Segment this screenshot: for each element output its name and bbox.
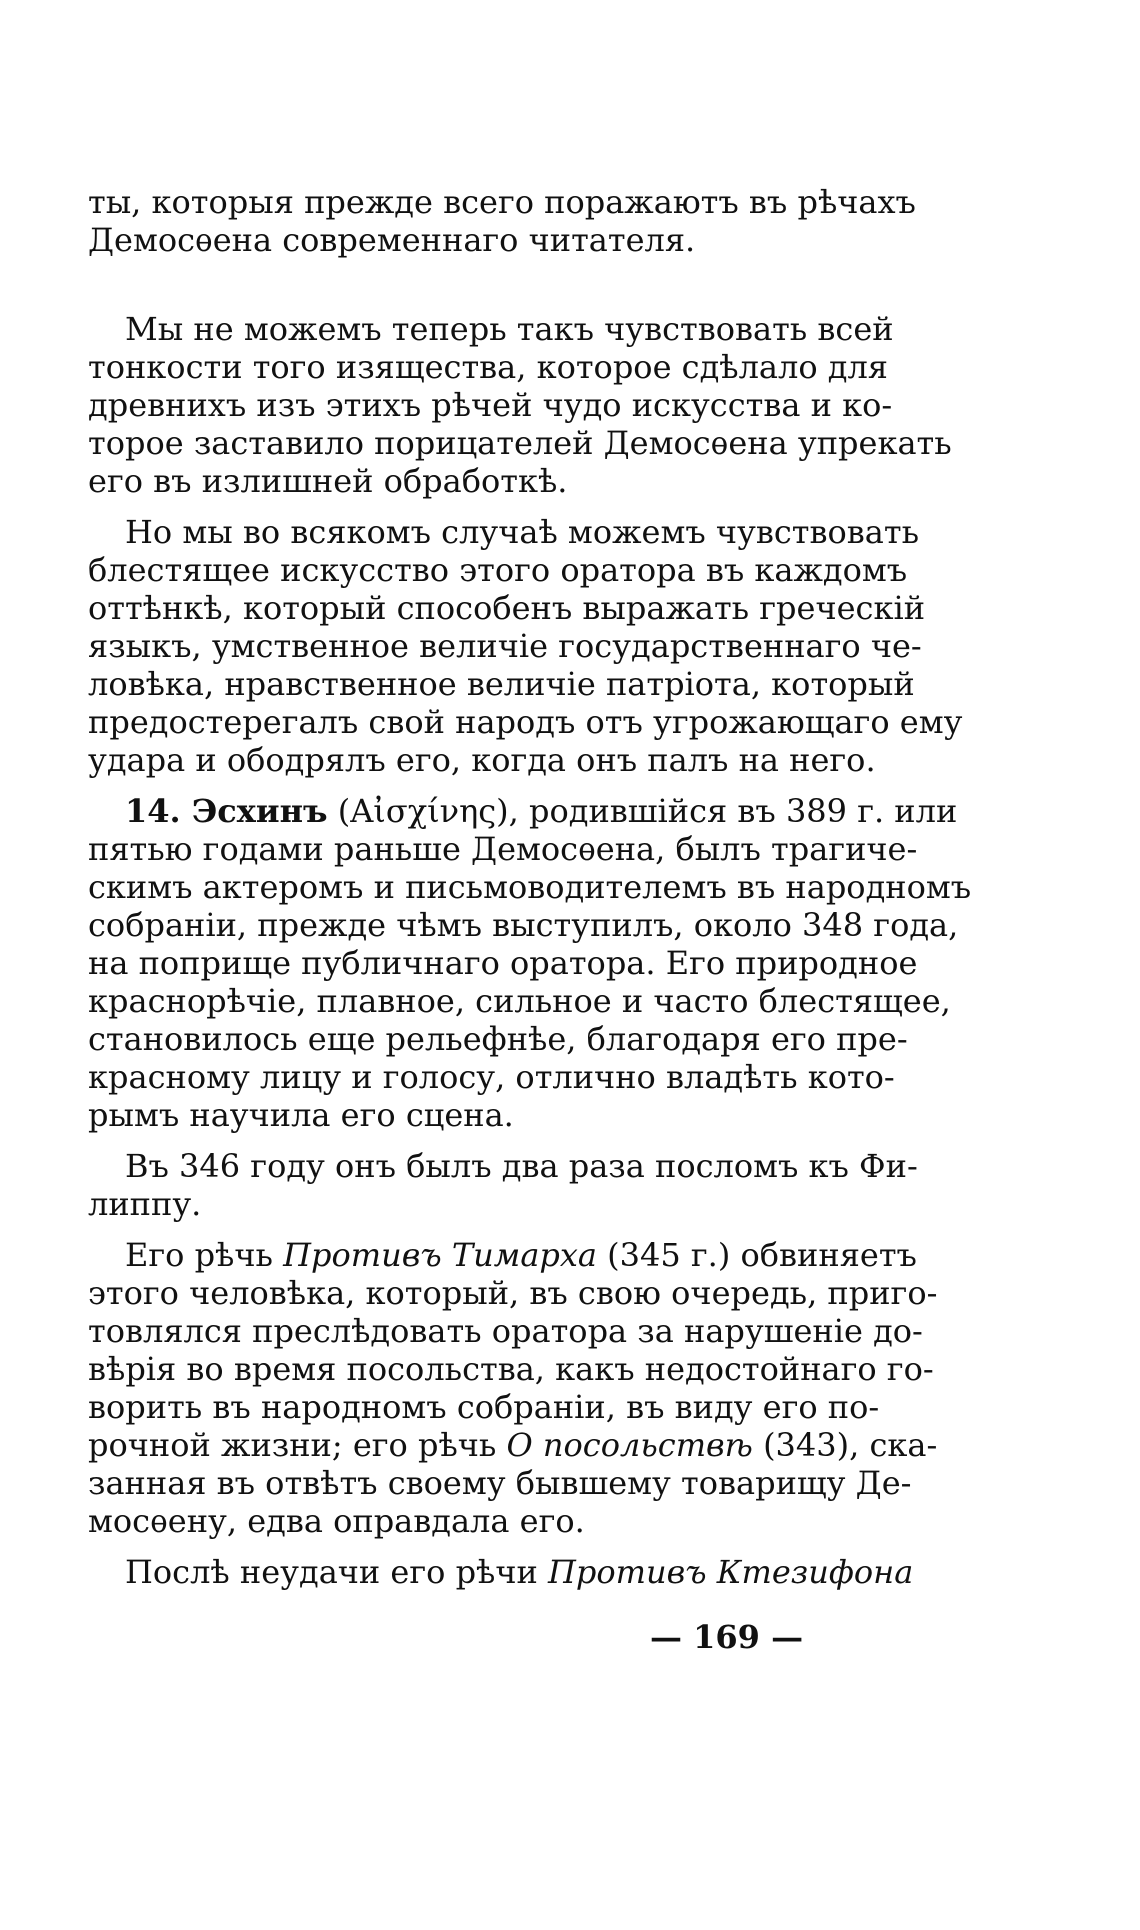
text-line: собраніи, прежде чѣмъ выступилъ, около 348 года, bbox=[88, 906, 959, 944]
text-line: пятью годами раньше Демосѳена, былъ трагиче- bbox=[88, 830, 918, 868]
text-line: ловѣка, нравственное величіе патріота, который bbox=[88, 665, 915, 703]
text-line: Демосѳена современнаго читателя. bbox=[88, 221, 696, 259]
text-line: на поприще публичнаго оратора. Его природное bbox=[88, 944, 918, 982]
text-line: блестящее искусство этого оратора въ каждомъ bbox=[88, 551, 908, 589]
text-line: языкъ, умственное величіе государственнаго че- bbox=[88, 627, 922, 665]
text-line: краснорѣчіе, плавное, сильное и часто блестящее, bbox=[88, 982, 951, 1020]
italic-title: О посольствѣ bbox=[506, 1426, 753, 1464]
text-line: Мы не можемъ теперь такъ чувствовать всей bbox=[125, 310, 894, 348]
section-heading-line: 14. Эсхинъ (Αἰσχίνης), родившійся въ 389 г. или bbox=[125, 792, 958, 830]
text-line: занная въ отвѣтъ своему бывшему товарищу Де- bbox=[88, 1464, 912, 1502]
text-line: липпу. bbox=[88, 1185, 202, 1223]
italic-title: Противъ Ктезифона bbox=[548, 1553, 914, 1591]
text-line: торое заставило порицателей Демосѳена упрекать bbox=[88, 424, 952, 462]
text-line: тонкости того изящества, которое сдѣлало для bbox=[88, 348, 888, 386]
text-line: оттѣнкѣ, который способенъ выражать греческій bbox=[88, 589, 926, 627]
text-line: Послѣ неудачи его рѣчи Противъ Ктезифона bbox=[125, 1553, 914, 1591]
text-line: рымъ научила его сцена. bbox=[88, 1096, 514, 1134]
text-line: Его рѣчь Противъ Тимарха (345 г.) обвиняетъ bbox=[125, 1236, 917, 1274]
text-line: вѣрія во время посольства, какъ недостойнаго го- bbox=[88, 1350, 934, 1388]
text-line: рочной жизни; его рѣчь О посольствѣ (343), ска- bbox=[88, 1426, 938, 1464]
text-line: Но мы во всякомъ случаѣ можемъ чувствовать bbox=[125, 513, 919, 551]
text-line: предостерегалъ свой народъ отъ угрожающаго ему bbox=[88, 703, 963, 741]
text-line: ворить въ народномъ собраніи, въ виду его по- bbox=[88, 1388, 880, 1426]
text-line: Въ 346 году онъ былъ два раза посломъ къ Фи- bbox=[125, 1147, 918, 1185]
text-line: красному лицу и голосу, отлично владѣть кото- bbox=[88, 1058, 895, 1096]
text-line: древнихъ изъ этихъ рѣчей чудо искусства и ко- bbox=[88, 386, 893, 424]
text-line: скимъ актеромъ и письмоводителемъ въ народномъ bbox=[88, 868, 972, 906]
bold-run: 14. Эсхинъ bbox=[125, 792, 328, 830]
text-line: этого человѣка, который, въ свою очередь, приго- bbox=[88, 1274, 938, 1312]
text-line: ты, которыя прежде всего поражаютъ въ рѣчахъ bbox=[88, 183, 916, 221]
text-line: мосѳену, едва оправдала его. bbox=[88, 1502, 585, 1540]
italic-title: Противъ Тимарха bbox=[283, 1236, 597, 1274]
page-number: — 169 — bbox=[650, 1618, 804, 1656]
text-line: удара и ободрялъ его, когда онъ палъ на него. bbox=[88, 741, 876, 779]
text-line: товлялся преслѣдовать оратора за нарушеніе до- bbox=[88, 1312, 923, 1350]
text-line: становилось еще рельефнѣе, благодаря его пре- bbox=[88, 1020, 908, 1058]
text-line: его въ излишней обработкѣ. bbox=[88, 462, 568, 500]
